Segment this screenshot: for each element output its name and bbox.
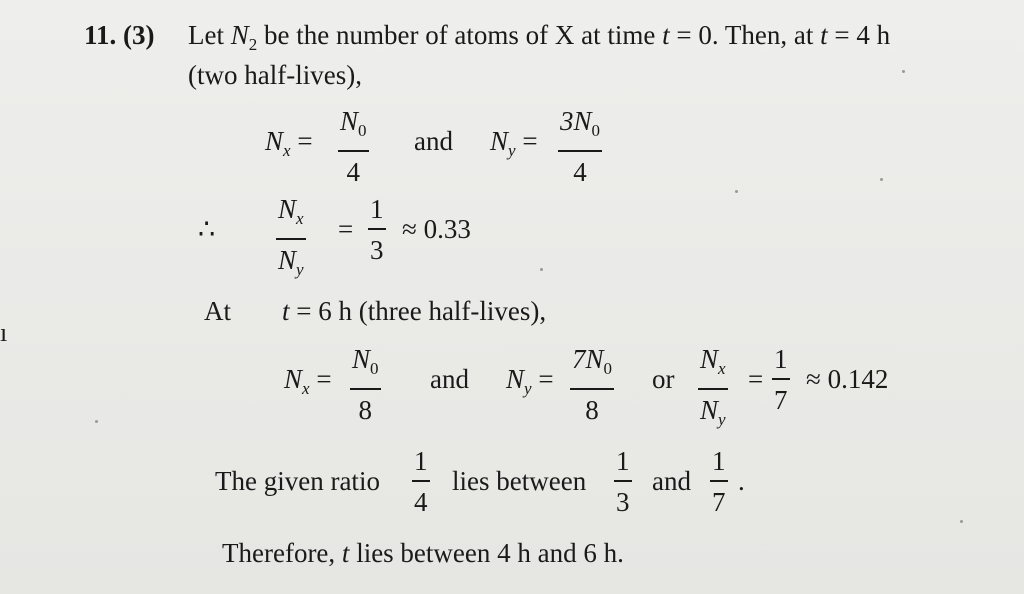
intro-text-line2: (two half-lives), xyxy=(188,60,362,90)
conclusion-line: Therefore, t lies between 4 h and 6 h. xyxy=(222,538,624,568)
answer-key: (3) xyxy=(123,20,155,50)
fraction-nx-over-ny-2: $N_x$ $N_y$ xyxy=(700,344,726,429)
margin-mark: ı xyxy=(0,318,8,347)
at-line: At xyxy=(204,296,231,326)
fraction-1-over-7: 1 7 xyxy=(774,344,788,415)
fraction-1-over-3: 1 3 xyxy=(370,194,384,265)
fraction-n0-over-8: $N_0$ 8 xyxy=(352,344,379,425)
fraction-3n0-over-4: $3N_0$ 4 xyxy=(560,106,601,187)
therefore-symbol: ∴ xyxy=(198,214,216,244)
fraction-1-over-4: 1 4 xyxy=(414,446,428,517)
fraction-n0-over-4: $N_0$ 4 xyxy=(340,106,367,187)
scanned-page: ı 11. (3) Let $N_2$ be the number of atoms of X at time t = 0. Then, at t = 4 h (two half-lives), $N_x$ = $N_0$ 4 and $N_y$ = $3N_0$ 4 ∴ $N_x$ $N_y$ = 1 3 ≈ 0.33 At t = 6 h (three half-lives), $N_x$ = $N_0$ 8 and $N_y$ = $7N_0$ 8 or $N_x$ $N_y$ = 1 7 ≈ 0.142 The given ratio 1 4 lies between 1 3 and 1 7 . Therefore, t lies between 4 h and 6 h. xyxy=(0,0,1024,594)
fraction-1-over-3-b: 1 3 xyxy=(616,446,630,517)
fraction-7n0-over-8: $7N_0$ 8 xyxy=(572,344,613,425)
intro-text: Let $N_2$ be the number of atoms of X at time t = 0. Then, at t = 4 h xyxy=(188,20,891,54)
fraction-1-over-7-b: 1 7 xyxy=(712,446,726,517)
fraction-nx-over-ny: $N_x$ $N_y$ xyxy=(278,194,304,279)
problem-number: 11. xyxy=(84,20,117,50)
problem-intro-line xyxy=(84,20,155,50)
